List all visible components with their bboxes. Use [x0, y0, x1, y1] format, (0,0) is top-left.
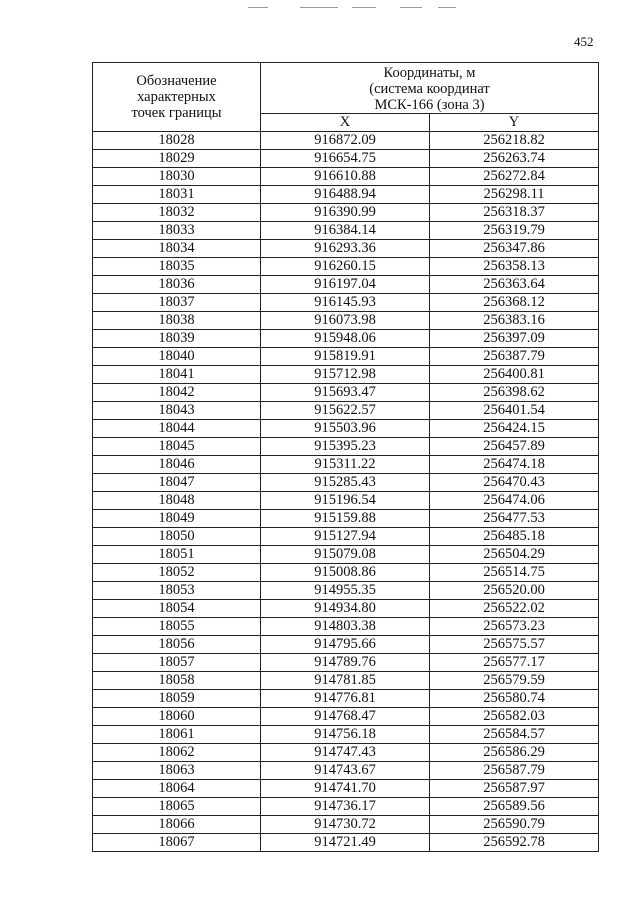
x-coordinate-cell: 914803.38 — [261, 618, 430, 636]
page-number: 452 — [574, 34, 594, 49]
y-coordinate-cell: 256477.53 — [430, 510, 599, 528]
table-row — [93, 762, 599, 780]
scan-artifact-line — [438, 7, 456, 8]
coordinates-table — [92, 62, 599, 852]
y-coordinate-cell: 256474.18 — [430, 456, 599, 474]
table-row — [93, 690, 599, 708]
x-coordinate-cell: 916073.98 — [261, 312, 430, 330]
points-column-header: Обозначение характерных точек границы — [93, 63, 261, 132]
point-id-cell: 18046 — [93, 456, 261, 474]
table-row — [93, 348, 599, 366]
y-coordinate-cell: 256319.79 — [430, 222, 599, 240]
y-coordinate-cell: 256318.37 — [430, 204, 599, 222]
table-row — [93, 474, 599, 492]
table-row — [93, 186, 599, 204]
y-coordinate-cell: 256397.09 — [430, 330, 599, 348]
point-id-cell: 18055 — [93, 618, 261, 636]
table-row — [93, 276, 599, 294]
x-coordinate-cell: 916488.94 — [261, 186, 430, 204]
table-row — [93, 258, 599, 276]
table-row — [93, 546, 599, 564]
scan-artifact-line — [300, 7, 338, 8]
y-coordinate-cell: 256424.15 — [430, 420, 599, 438]
point-id-cell: 18039 — [93, 330, 261, 348]
y-coordinate-cell: 256387.79 — [430, 348, 599, 366]
table-row — [93, 456, 599, 474]
y-coordinate-cell: 256504.29 — [430, 546, 599, 564]
y-coordinate-cell: 256457.89 — [430, 438, 599, 456]
scan-artifact-line — [248, 7, 268, 8]
x-coordinate-cell: 915127.94 — [261, 528, 430, 546]
y-column-header: Y — [430, 114, 599, 132]
x-coordinate-cell: 914730.72 — [261, 816, 430, 834]
table-row — [93, 438, 599, 456]
y-coordinate-cell: 256263.74 — [430, 150, 599, 168]
x-coordinate-cell: 916872.09 — [261, 132, 430, 150]
x-coordinate-cell: 915311.22 — [261, 456, 430, 474]
x-coordinate-cell: 914955.35 — [261, 582, 430, 600]
table-row — [93, 564, 599, 582]
x-coordinate-cell: 914756.18 — [261, 726, 430, 744]
table-row — [93, 510, 599, 528]
y-coordinate-cell: 256522.02 — [430, 600, 599, 618]
table-row — [93, 492, 599, 510]
y-coordinate-cell: 256589.56 — [430, 798, 599, 816]
point-id-cell: 18040 — [93, 348, 261, 366]
y-coordinate-cell: 256582.03 — [430, 708, 599, 726]
scan-artifact-line — [400, 7, 422, 8]
point-id-cell: 18057 — [93, 654, 261, 672]
table-row — [93, 582, 599, 600]
point-id-cell: 18042 — [93, 384, 261, 402]
y-coordinate-cell: 256573.23 — [430, 618, 599, 636]
table-row — [93, 330, 599, 348]
y-coordinate-cell: 256470.43 — [430, 474, 599, 492]
point-id-cell: 18064 — [93, 780, 261, 798]
table-row — [93, 402, 599, 420]
y-coordinate-cell: 256368.12 — [430, 294, 599, 312]
point-id-cell: 18037 — [93, 294, 261, 312]
point-id-cell: 18030 — [93, 168, 261, 186]
y-coordinate-cell: 256590.79 — [430, 816, 599, 834]
y-coordinate-cell: 256298.11 — [430, 186, 599, 204]
scan-artifact-line — [352, 7, 376, 8]
x-coordinate-cell: 914934.80 — [261, 600, 430, 618]
y-coordinate-cell: 256580.74 — [430, 690, 599, 708]
point-id-cell: 18036 — [93, 276, 261, 294]
table-row — [93, 600, 599, 618]
point-id-cell: 18052 — [93, 564, 261, 582]
point-id-cell: 18062 — [93, 744, 261, 762]
y-coordinate-cell: 256592.78 — [430, 834, 599, 852]
x-coordinate-cell: 915159.88 — [261, 510, 430, 528]
point-id-cell: 18063 — [93, 762, 261, 780]
table-row — [93, 222, 599, 240]
y-coordinate-cell: 256398.62 — [430, 384, 599, 402]
x-coordinate-cell: 915196.54 — [261, 492, 430, 510]
point-id-cell: 18066 — [93, 816, 261, 834]
x-column-header: X — [261, 114, 430, 132]
point-id-cell: 18059 — [93, 690, 261, 708]
y-coordinate-cell: 256586.29 — [430, 744, 599, 762]
point-id-cell: 18028 — [93, 132, 261, 150]
x-coordinate-cell: 915622.57 — [261, 402, 430, 420]
point-id-cell: 18054 — [93, 600, 261, 618]
table-row — [93, 798, 599, 816]
y-coordinate-cell: 256218.82 — [430, 132, 599, 150]
table-row — [93, 150, 599, 168]
coordinates-column-header: Координаты, м (система координат МСК-166 (зона 3) — [261, 63, 599, 114]
table-row — [93, 384, 599, 402]
x-coordinate-cell: 914795.66 — [261, 636, 430, 654]
point-id-cell: 18033 — [93, 222, 261, 240]
point-id-cell: 18029 — [93, 150, 261, 168]
point-id-cell: 18049 — [93, 510, 261, 528]
point-id-cell: 18056 — [93, 636, 261, 654]
table-row — [93, 294, 599, 312]
point-id-cell: 18067 — [93, 834, 261, 852]
y-coordinate-cell: 256401.54 — [430, 402, 599, 420]
point-id-cell: 18058 — [93, 672, 261, 690]
table-row — [93, 168, 599, 186]
point-id-cell: 18034 — [93, 240, 261, 258]
table-row — [93, 744, 599, 762]
x-coordinate-cell: 916654.75 — [261, 150, 430, 168]
table-row — [93, 726, 599, 744]
table-row — [93, 834, 599, 852]
point-id-cell: 18032 — [93, 204, 261, 222]
point-id-cell: 18065 — [93, 798, 261, 816]
table-row — [93, 816, 599, 834]
table-row — [93, 132, 599, 150]
x-coordinate-cell: 915008.86 — [261, 564, 430, 582]
y-coordinate-cell: 256363.64 — [430, 276, 599, 294]
x-coordinate-cell: 916390.99 — [261, 204, 430, 222]
x-coordinate-cell: 915819.91 — [261, 348, 430, 366]
y-coordinate-cell: 256485.18 — [430, 528, 599, 546]
point-id-cell: 18050 — [93, 528, 261, 546]
y-coordinate-cell: 256383.16 — [430, 312, 599, 330]
y-coordinate-cell: 256587.79 — [430, 762, 599, 780]
x-coordinate-cell: 915395.23 — [261, 438, 430, 456]
y-coordinate-cell: 256358.13 — [430, 258, 599, 276]
point-id-cell: 18061 — [93, 726, 261, 744]
x-coordinate-cell: 914789.76 — [261, 654, 430, 672]
table-row — [93, 618, 599, 636]
x-coordinate-cell: 915712.98 — [261, 366, 430, 384]
table-row — [93, 654, 599, 672]
x-coordinate-cell: 916197.04 — [261, 276, 430, 294]
y-coordinate-cell: 256347.86 — [430, 240, 599, 258]
point-id-cell: 18041 — [93, 366, 261, 384]
x-coordinate-cell: 916384.14 — [261, 222, 430, 240]
x-coordinate-cell: 914736.17 — [261, 798, 430, 816]
x-coordinate-cell: 914747.43 — [261, 744, 430, 762]
x-coordinate-cell: 915503.96 — [261, 420, 430, 438]
point-id-cell: 18031 — [93, 186, 261, 204]
table-row — [93, 240, 599, 258]
table-row — [93, 366, 599, 384]
x-coordinate-cell: 915948.06 — [261, 330, 430, 348]
table-row — [93, 780, 599, 798]
table-row — [93, 312, 599, 330]
point-id-cell: 18048 — [93, 492, 261, 510]
point-id-cell: 18047 — [93, 474, 261, 492]
table-row — [93, 636, 599, 654]
x-coordinate-cell: 916610.88 — [261, 168, 430, 186]
x-coordinate-cell: 914781.85 — [261, 672, 430, 690]
y-coordinate-cell: 256577.17 — [430, 654, 599, 672]
y-coordinate-cell: 256584.57 — [430, 726, 599, 744]
table-row — [93, 708, 599, 726]
table-row — [93, 204, 599, 222]
table-row — [93, 420, 599, 438]
point-id-cell: 18045 — [93, 438, 261, 456]
point-id-cell: 18043 — [93, 402, 261, 420]
point-id-cell: 18038 — [93, 312, 261, 330]
table-row — [93, 528, 599, 546]
y-coordinate-cell: 256514.75 — [430, 564, 599, 582]
x-coordinate-cell: 914743.67 — [261, 762, 430, 780]
x-coordinate-cell: 915079.08 — [261, 546, 430, 564]
x-coordinate-cell: 915285.43 — [261, 474, 430, 492]
x-coordinate-cell: 914776.81 — [261, 690, 430, 708]
point-id-cell: 18060 — [93, 708, 261, 726]
y-coordinate-cell: 256587.97 — [430, 780, 599, 798]
point-id-cell: 18053 — [93, 582, 261, 600]
x-coordinate-cell: 916293.36 — [261, 240, 430, 258]
point-id-cell: 18035 — [93, 258, 261, 276]
y-coordinate-cell: 256579.59 — [430, 672, 599, 690]
x-coordinate-cell: 916260.15 — [261, 258, 430, 276]
point-id-cell: 18051 — [93, 546, 261, 564]
y-coordinate-cell: 256520.00 — [430, 582, 599, 600]
x-coordinate-cell: 914768.47 — [261, 708, 430, 726]
y-coordinate-cell: 256400.81 — [430, 366, 599, 384]
x-coordinate-cell: 914721.49 — [261, 834, 430, 852]
point-id-cell: 18044 — [93, 420, 261, 438]
x-coordinate-cell: 914741.70 — [261, 780, 430, 798]
table-row — [93, 672, 599, 690]
x-coordinate-cell: 916145.93 — [261, 294, 430, 312]
y-coordinate-cell: 256474.06 — [430, 492, 599, 510]
y-coordinate-cell: 256575.57 — [430, 636, 599, 654]
x-coordinate-cell: 915693.47 — [261, 384, 430, 402]
y-coordinate-cell: 256272.84 — [430, 168, 599, 186]
